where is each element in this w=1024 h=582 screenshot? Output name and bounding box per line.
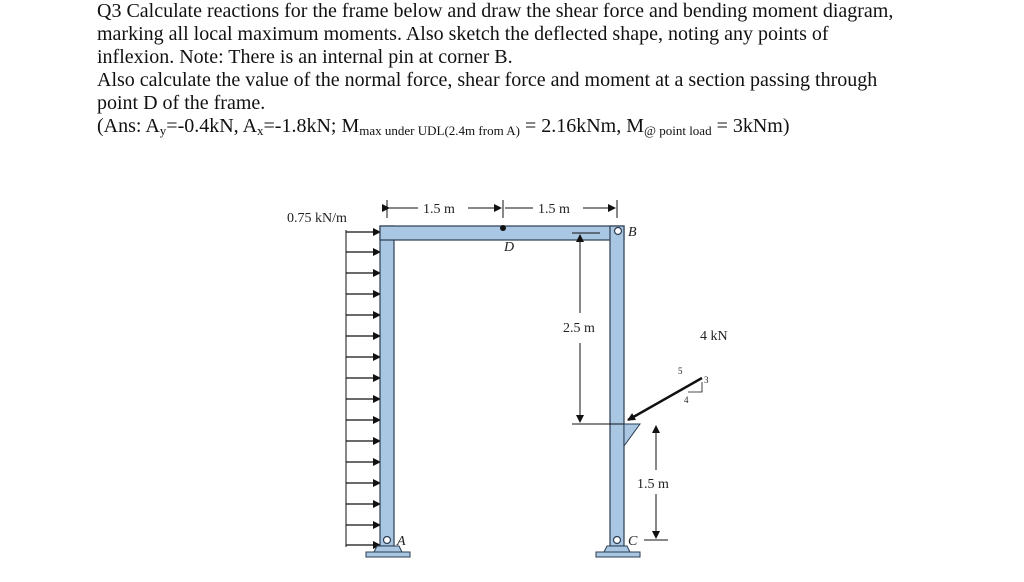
- dim-vertical-lower-label: 1.5 m: [637, 477, 669, 492]
- column-left: [380, 226, 394, 546]
- point-d-marker: [500, 225, 506, 231]
- point-load-arrow: [628, 378, 702, 420]
- question-line-1: Q3 Calculate reactions for the frame below and draw the shear force and bending moment diagram,: [97, 0, 894, 22]
- label-d: D: [504, 240, 515, 255]
- dim-vertical-upper-label: 2.5 m: [563, 321, 595, 336]
- pin-b-icon: [615, 228, 622, 235]
- question-line-3: inflexion. Note: There is an internal pin at corner B.: [97, 46, 513, 68]
- question-line-5: point D of the frame.: [97, 92, 266, 114]
- dimension-top: [387, 200, 617, 218]
- ans-mmax-value: = 2.16kNm, M: [519, 115, 644, 137]
- udl-label: 0.75 kN/m: [287, 211, 347, 226]
- ans-ax-value: =-1.8kN; M: [263, 115, 360, 137]
- dim-top-left-label: 1.5 m: [423, 202, 455, 217]
- load-bracket: [624, 424, 640, 446]
- frame: [380, 226, 624, 546]
- ans-ay-value: =-0.4kN, A: [166, 115, 258, 137]
- label-a: A: [397, 534, 406, 549]
- slope-rise: 3: [704, 375, 709, 385]
- question-line-4: Also calculate the value of the normal force, shear force and moment at a section passing through: [97, 69, 878, 91]
- ans-y-sub: y: [159, 123, 167, 138]
- ans-open: (Ans: A: [97, 115, 160, 137]
- question-line-2: marking all local maximum moments. Also sketch the deflected shape, noting any points of: [97, 23, 829, 45]
- label-c: C: [628, 534, 638, 549]
- ans-mmax-sub: max under UDL(2.4m from A): [359, 123, 520, 138]
- ans-mpl-value: = 3kNm): [711, 115, 790, 137]
- column-right: [610, 226, 624, 546]
- label-b: B: [628, 225, 637, 240]
- slope-run: 4: [684, 395, 689, 405]
- dim-top-right-label: 1.5 m: [538, 202, 570, 217]
- slope-hyp: 5: [678, 366, 683, 376]
- udl-arrows: [346, 232, 380, 545]
- ans-x-sub: x: [257, 123, 264, 138]
- point-load-label: 4 kN: [700, 329, 728, 344]
- ans-mpl-sub: @ point load: [644, 123, 712, 138]
